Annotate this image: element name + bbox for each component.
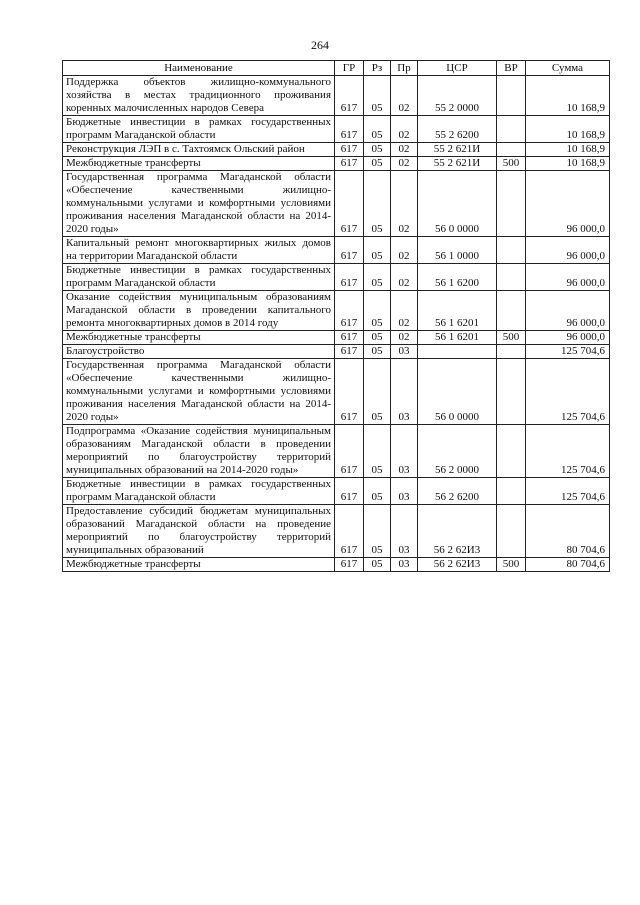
cell-sum: 96 000,0 <box>526 264 610 291</box>
cell-gr: 617 <box>335 264 364 291</box>
cell-csr: 55 2 6200 <box>418 116 497 143</box>
table-row <box>63 171 610 237</box>
column-header-rz: Рз <box>364 61 391 76</box>
cell-csr: 56 1 6200 <box>418 264 497 291</box>
cell-sum: 125 704,6 <box>526 425 610 478</box>
cell-pr: 02 <box>391 76 418 116</box>
cell-gr: 617 <box>335 331 364 345</box>
cell-rz: 05 <box>364 291 391 331</box>
cell-vr <box>497 345 526 359</box>
table-row <box>63 505 610 558</box>
column-header-name: Наименование <box>63 61 335 76</box>
cell-pr: 02 <box>391 157 418 171</box>
table-row <box>63 345 610 359</box>
cell-gr: 617 <box>335 425 364 478</box>
cell-csr: 56 2 62И3 <box>418 558 497 572</box>
cell-name: Оказание содействия муниципальным образованиям Магаданской области в проведении капитального ремонта многоквартирных домов в 2014 году <box>63 291 335 331</box>
cell-rz: 05 <box>364 157 391 171</box>
cell-sum: 10 168,9 <box>526 76 610 116</box>
table-row <box>63 143 610 157</box>
cell-rz: 05 <box>364 345 391 359</box>
cell-pr: 03 <box>391 359 418 425</box>
cell-gr: 617 <box>335 157 364 171</box>
cell-csr: 55 2 0000 <box>418 76 497 116</box>
cell-pr: 02 <box>391 171 418 237</box>
cell-name: Бюджетные инвестиции в рамках государственных программ Магаданской области <box>63 264 335 291</box>
cell-csr: 55 2 621И <box>418 143 497 157</box>
cell-sum: 10 168,9 <box>526 157 610 171</box>
table-row <box>63 157 610 171</box>
column-header-pr: Пр <box>391 61 418 76</box>
cell-csr <box>418 345 497 359</box>
cell-name: Предоставление субсидий бюджетам муниципальных образований Магаданской области на проведение мероприятий по благоустройству территорий муниципальных образований <box>63 505 335 558</box>
cell-rz: 05 <box>364 478 391 505</box>
cell-vr: 500 <box>497 157 526 171</box>
cell-rz: 05 <box>364 331 391 345</box>
cell-sum: 96 000,0 <box>526 291 610 331</box>
column-header-vr: ВР <box>497 61 526 76</box>
cell-sum: 10 168,9 <box>526 116 610 143</box>
table-row <box>63 76 610 116</box>
cell-pr: 03 <box>391 558 418 572</box>
cell-rz: 05 <box>364 264 391 291</box>
table-row <box>63 237 610 264</box>
cell-sum: 96 000,0 <box>526 237 610 264</box>
cell-name: Реконструкция ЛЭП в с. Тахтоямск Ольский район <box>63 143 335 157</box>
table-row <box>63 558 610 572</box>
cell-sum: 80 704,6 <box>526 505 610 558</box>
cell-sum: 80 704,6 <box>526 558 610 572</box>
cell-vr <box>497 171 526 237</box>
cell-pr: 02 <box>391 237 418 264</box>
cell-pr: 03 <box>391 425 418 478</box>
cell-sum: 96 000,0 <box>526 171 610 237</box>
cell-vr <box>497 76 526 116</box>
cell-rz: 05 <box>364 76 391 116</box>
cell-csr: 56 1 6201 <box>418 331 497 345</box>
cell-vr <box>497 143 526 157</box>
table-row <box>63 116 610 143</box>
cell-vr <box>497 478 526 505</box>
cell-pr: 02 <box>391 331 418 345</box>
table-row <box>63 291 610 331</box>
cell-gr: 617 <box>335 505 364 558</box>
cell-name: Государственная программа Магаданской области «Обеспечение качественными жилищно-коммунальными услугами и комфортными условиями проживания населения Магаданской области на 2014-2020 годы» <box>63 359 335 425</box>
cell-vr <box>497 291 526 331</box>
cell-gr: 617 <box>335 359 364 425</box>
column-header-sum: Сумма <box>526 61 610 76</box>
cell-csr: 56 2 6200 <box>418 478 497 505</box>
table-row <box>63 478 610 505</box>
cell-sum: 125 704,6 <box>526 359 610 425</box>
cell-name: Межбюджетные трансферты <box>63 558 335 572</box>
cell-name: Бюджетные инвестиции в рамках государственных программ Магаданской области <box>63 478 335 505</box>
cell-gr: 617 <box>335 478 364 505</box>
cell-gr: 617 <box>335 345 364 359</box>
cell-gr: 617 <box>335 558 364 572</box>
cell-pr: 02 <box>391 143 418 157</box>
cell-csr: 56 2 62И3 <box>418 505 497 558</box>
cell-csr: 56 1 0000 <box>418 237 497 264</box>
cell-pr: 03 <box>391 478 418 505</box>
cell-name: Благоустройство <box>63 345 335 359</box>
cell-rz: 05 <box>364 171 391 237</box>
cell-csr: 56 1 6201 <box>418 291 497 331</box>
cell-gr: 617 <box>335 76 364 116</box>
cell-rz: 05 <box>364 116 391 143</box>
cell-name: Капитальный ремонт многоквартирных жилых домов на территории Магаданской области <box>63 237 335 264</box>
table-body <box>63 76 610 572</box>
cell-rz: 05 <box>364 143 391 157</box>
cell-pr: 02 <box>391 264 418 291</box>
cell-rz: 05 <box>364 425 391 478</box>
cell-sum: 125 704,6 <box>526 345 610 359</box>
cell-vr <box>497 425 526 478</box>
cell-vr <box>497 264 526 291</box>
table-row <box>63 359 610 425</box>
cell-pr: 02 <box>391 116 418 143</box>
table-row <box>63 425 610 478</box>
cell-csr: 56 0 0000 <box>418 171 497 237</box>
table-header-row <box>63 61 610 76</box>
cell-csr: 56 0 0000 <box>418 359 497 425</box>
cell-sum: 96 000,0 <box>526 331 610 345</box>
cell-rz: 05 <box>364 505 391 558</box>
cell-vr: 500 <box>497 331 526 345</box>
cell-gr: 617 <box>335 237 364 264</box>
cell-sum: 10 168,9 <box>526 143 610 157</box>
cell-gr: 617 <box>335 116 364 143</box>
cell-name: Бюджетные инвестиции в рамках государственных программ Магаданской области <box>63 116 335 143</box>
cell-name: Поддержка объектов жилищно-коммунального хозяйства в местах традиционного проживания коренных малочисленных народов Севера <box>63 76 335 116</box>
cell-gr: 617 <box>335 143 364 157</box>
cell-name: Межбюджетные трансферты <box>63 331 335 345</box>
cell-vr <box>497 237 526 264</box>
cell-vr <box>497 505 526 558</box>
cell-csr: 56 2 0000 <box>418 425 497 478</box>
cell-rz: 05 <box>364 359 391 425</box>
cell-rz: 05 <box>364 237 391 264</box>
cell-sum: 125 704,6 <box>526 478 610 505</box>
cell-vr <box>497 116 526 143</box>
table-row <box>63 331 610 345</box>
cell-gr: 617 <box>335 291 364 331</box>
cell-pr: 02 <box>391 291 418 331</box>
cell-gr: 617 <box>335 171 364 237</box>
cell-rz: 05 <box>364 558 391 572</box>
cell-vr: 500 <box>497 558 526 572</box>
cell-csr: 55 2 621И <box>418 157 497 171</box>
budget-table <box>62 60 610 572</box>
page-number: 264 <box>311 38 329 52</box>
column-header-csr: ЦСР <box>418 61 497 76</box>
cell-pr: 03 <box>391 345 418 359</box>
cell-name: Подпрограмма «Оказание содействия муниципальным образованиям Магаданской области в проведении мероприятий по благоустройству территорий муниципальных образований на 2014-2020 годы» <box>63 425 335 478</box>
column-header-gr: ГР <box>335 61 364 76</box>
table-row <box>63 264 610 291</box>
cell-vr <box>497 359 526 425</box>
cell-pr: 03 <box>391 505 418 558</box>
cell-name: Межбюджетные трансферты <box>63 157 335 171</box>
cell-name: Государственная программа Магаданской области «Обеспечение качественными жилищно-коммунальными услугами и комфортными условиями проживания населения Магаданской области на 2014-2020 годы» <box>63 171 335 237</box>
